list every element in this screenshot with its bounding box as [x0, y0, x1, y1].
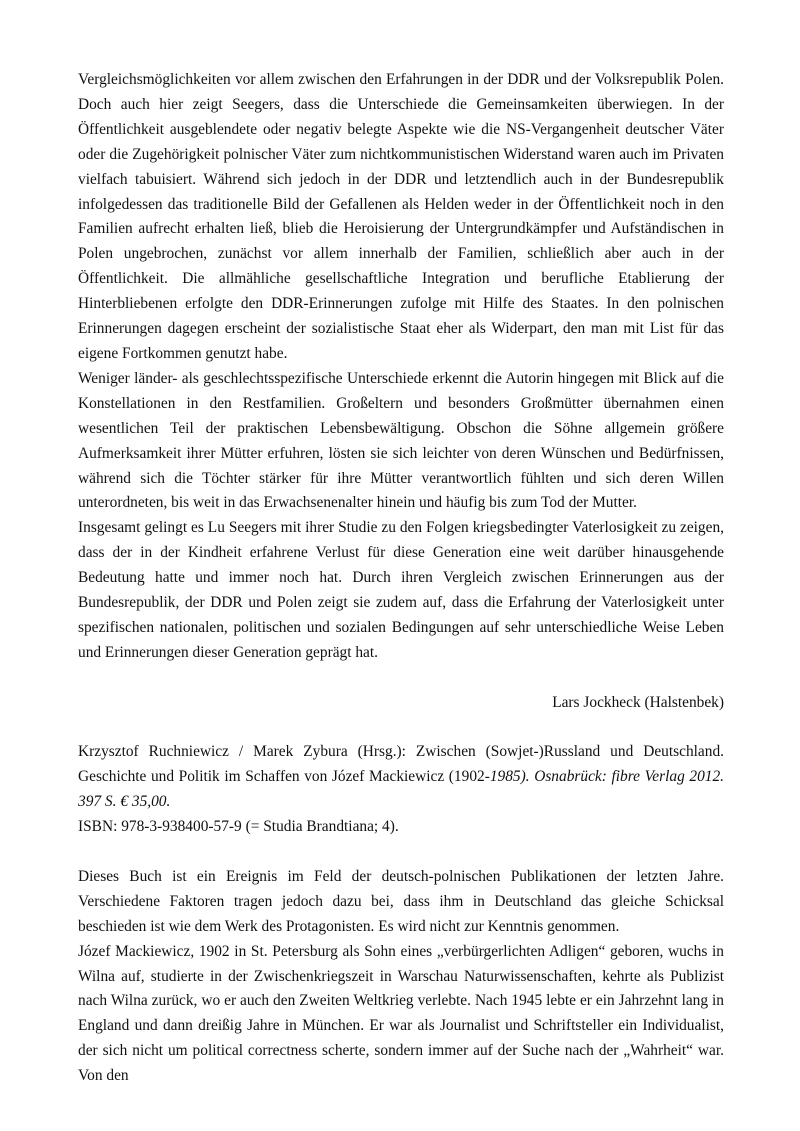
review-signature: Lars Jockheck (Halstenbek): [552, 693, 724, 711]
citation-plain: Krzysztof Ruchniewicz / Marek Zybura (Hrsg.): Zwischen (Sowjet-)Russland und Deutschland. Geschichte und Politik im Schaffen von Józef Mackiewicz (1902-: [78, 743, 724, 786]
document-page: [78, 68, 724, 1089]
section-spacer: [78, 716, 724, 741]
paragraph: Józef Mackiewicz, 1902 in St. Petersburg als Sohn eines „verbürgerlichten Adligen“ geboren, wuchs in Wilna auf, studierte in der Zwischenkriegszeit in Warschau Naturwissenschaften, kehrte als Publizist nach Wilna zurück, wo er auch den Zweiten Weltkrieg verlebte. Nach 1945 lebte er ein Jahrzehnt lang in England und dann dreißig Jahre in München. Er war als Journalist und Schriftsteller ein Individualist, der sich nicht um political correctness scherte, sondern immer auf der Suche nach der „Wahrheit“ war. Von den: [78, 942, 724, 1085]
paragraph: Weniger länder- als geschlechtsspezifische Unterschiede erkennt die Autorin hingegen mit Blick auf die Konstellationen in den Restfamilien. Großeltern und besonders Großmütter übernahmen einen wesentlichen Teil der praktischen Lebensbewältigung. Obschon die Söhne allgemein größere Aufmerksamkeit ihrer Mütter erfuhren, lösten sie sich leichter von deren Wünschen und Bedürfnissen, während sich die Töchter stärker für ihre Mütter verantwortlich fühlten und sich deren Willen unterordneten, bis weit in das Erwachsenenalter hinein und häufig bis zum Tod der Mutter.: [78, 369, 724, 512]
paragraph: Dieses Buch ist ein Ereignis im Feld der deutsch-polnischen Publikationen der letzten Jahre. Verschiedene Faktoren tragen jedoch dazu bei, dass ihm in Deutschland das gleiche Schicksal beschieden ist wie dem Werk des Protagonisten. Es wird nicht zur Kenntnis genommen.: [78, 867, 724, 935]
section-spacer: [78, 840, 724, 865]
paragraph: Vergleichsmöglichkeiten vor allem zwischen den Erfahrungen in der DDR und der Volksrepublik Polen. Doch auch hier zeigt Seegers, dass die Unterschiede die Gemeinsamkeiten überwiegen. In der Öffentlichkeit ausgeblendete oder negativ belegte Aspekte wie die NS-Vergangenheit deutscher Väter oder die Zugehörigkeit polnischer Väter zum nichtkommunistischen Widerstand waren auch im Privaten vielfach tabuisiert. Während sich jedoch in der DDR und letztendlich auch in der Bundesrepublik infolgedessen das traditionelle Bild der Gefallenen als Helden weder in der Öffentlichkeit noch in den Familien aufrecht erhalten ließ, blieb die Heroisierung der Untergrundkämpfer und Aufständischen in Polen ungebrochen, zunächst vor allem innerhalb der Familien, schließlich aber auch in der Öffentlichkeit. Die allmähliche gesellschaftliche Integration und berufliche Etablierung der Hinterbliebenen erfolgte den DDR-Erinnerungen zufolge mit Hilfe des Staates. In den polnischen Erinnerungen dagegen erscheint der sozialistische Staat eher als Widerpart, den man mit List für das eigene Fortkommen genutzt habe.: [78, 71, 724, 362]
citation-isbn: ISBN: 978-3-938400-57-9 (= Studia Brandtiana; 4).: [78, 818, 399, 836]
book-citation: [78, 740, 724, 840]
paragraph: Insgesamt gelingt es Lu Seegers mit ihrer Studie zu den Folgen kriegsbedingter Vaterlosigkeit zu zeigen, dass der in der Kindheit erfahrene Verlust für diese Generation eine weit darüber hinausgehende Bedeutung hatte und immer noch hat. Durch ihren Vergleich zwischen Erinnerungen aus der Bundesrepublik, der DDR und Polen zeigt sie zudem auf, dass die Erfahrung der Vaterlosigkeit unter spezifischen nationalen, politischen und sozialen Bedingungen auf sehr unterschiedliche Weise Leben und Erinnerungen dieser Generation geprägt hat.: [78, 519, 724, 661]
citation-italic: 1985). Osnabrück: fibre Verlag 2012. 397 S. € 35,00.: [78, 768, 724, 811]
